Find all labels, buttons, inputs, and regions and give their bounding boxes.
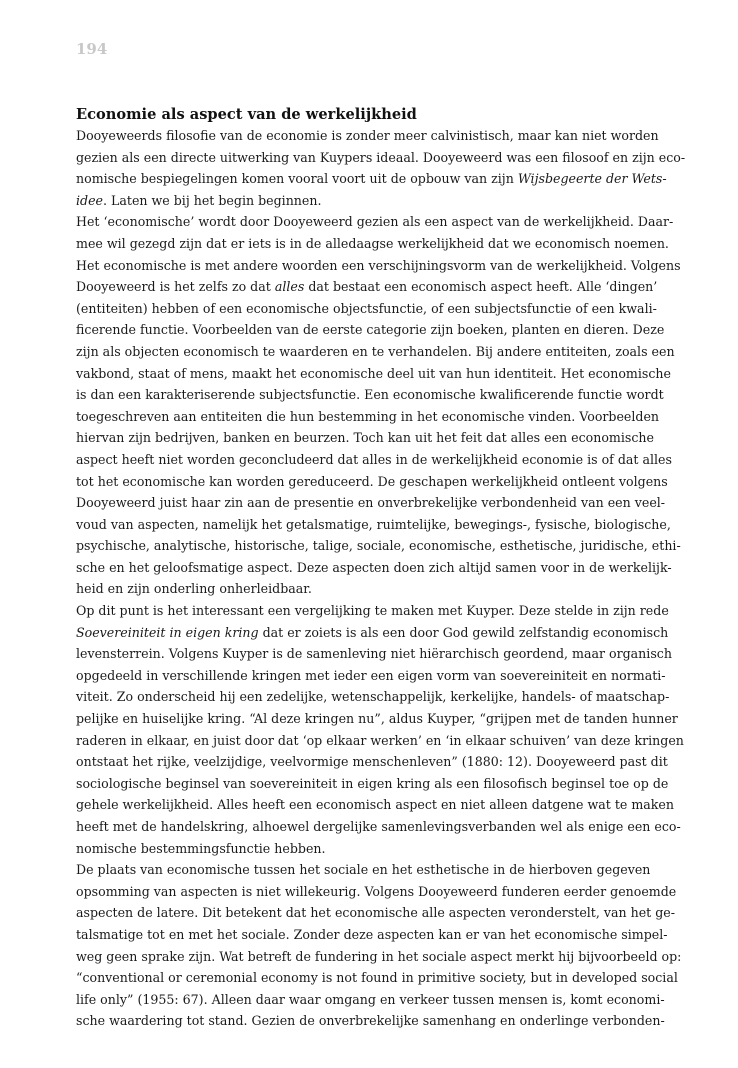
- text-segment: Het economische is met andere woorden een verschijningsvorm van de werkelijkheid. Volgens: [76, 257, 681, 273]
- text-segment: sociologische beginsel van soevereiniteit in eigen kring als een filosofisch beginsel toe op de: [76, 775, 669, 791]
- text-line: [76, 622, 669, 644]
- text-segment: heid en zijn onderling onherleidbaar.: [76, 581, 312, 597]
- text-segment: gehele werkelijkheid. Alles heeft een economisch aspect en niet alleen datgene wat te maken: [76, 797, 675, 813]
- text-line: [76, 471, 668, 493]
- text-segment: sche en het geloofsmatige aspect. Deze aspecten doen zich altijd samen voor in de werkelijk-: [76, 559, 672, 575]
- text-segment: De plaats van economische tussen het sociale en het esthetische in de hierboven gegeven: [76, 862, 651, 878]
- text-segment: raderen in elkaar, en juist door dat ‘op elkaar werken’ en ‘in elkaar schuiven’ van deze kringen: [76, 732, 684, 748]
- paragraph: [76, 859, 682, 1032]
- text-line: [76, 514, 671, 536]
- text-line: [76, 363, 671, 385]
- text-segment: toegeschreven aan entiteiten die hun bestemming in het economische vinden. Voorbeelden: [76, 408, 660, 424]
- text-segment: (entiteiten) hebben of een economische objectsfunctie, of een subjectsfunctie of een kwali-: [76, 300, 657, 316]
- text-line: [76, 989, 665, 1011]
- text-line: [76, 298, 657, 320]
- text-line: [76, 406, 660, 428]
- text-segment: . Laten we bij het begin beginnen.: [103, 192, 322, 208]
- text-segment: Dooyeweerd juist haar zin aan de presentie en onverbrekelijke verbondenheid van een veel-: [76, 495, 666, 511]
- text-line: [76, 557, 672, 579]
- text-line: [76, 773, 669, 795]
- text-segment: aspecten de latere. Dit betekent dat het economische alle aspecten veronderstelt, van het ge-: [76, 905, 675, 921]
- text-segment: voud van aspecten, namelijk het getalsmatige, ruimtelijke, bewegings-, fysische, biologische,: [76, 516, 671, 532]
- italic-text: Wijsbegeerte der Wets-: [517, 171, 667, 187]
- italic-text: Soevereiniteit in eigen kring: [76, 624, 259, 640]
- italic-text: alles: [274, 279, 305, 295]
- text-segment: dat bestaat een economisch aspect heeft. Alle ‘dingen’: [304, 279, 658, 295]
- text-line: [76, 341, 675, 363]
- text-line: [76, 384, 664, 406]
- text-segment: zijn als objecten economisch te waarderen en te verhandelen. Bij andere entiteiten, zoals een: [76, 343, 675, 359]
- text-segment: dat er zoiets is als een door God gewild zelfstandig economisch: [258, 624, 669, 640]
- text-line: [76, 838, 630, 860]
- text-line: [76, 643, 672, 665]
- text-line: [76, 794, 675, 816]
- text-line: [76, 449, 672, 471]
- paragraph: [76, 600, 684, 859]
- text-segment: Dooyeweerd is het zelfs zo dat: [76, 279, 275, 295]
- text-segment: nomische bespiegelingen komen vooral voort uit de opbouw van zijn: [76, 171, 518, 187]
- text-line: [76, 168, 667, 190]
- paragraph: [76, 125, 686, 211]
- text-line: [76, 211, 674, 233]
- text-line: [76, 686, 670, 708]
- text-segment: aspect heeft niet worden geconcludeerd dat alles in de werkelijkheid economie is of dat alles: [76, 451, 672, 467]
- text-line: [76, 190, 630, 212]
- text-line: [76, 255, 681, 277]
- body-text: [76, 125, 686, 1032]
- text-segment: Op dit punt is het interessant een vergelijking te maken met Kuyper. Deze stelde in zijn rede: [76, 603, 669, 619]
- text-line: [76, 859, 651, 881]
- text-line: [76, 1010, 665, 1032]
- text-segment: Het ‘economische’ wordt door Dooyeweerd gezien als een aspect van de werkelijkheid. Daar-: [76, 214, 674, 230]
- text-segment: nomische bestemmingsfunctie hebben.: [76, 840, 326, 856]
- text-line: [76, 492, 666, 514]
- text-line: [76, 578, 630, 600]
- page-number: 194: [76, 40, 108, 58]
- text-segment: opgedeeld in verschillende kringen met ieder een eigen vorm van soevereiniteit en normati-: [76, 667, 666, 683]
- text-line: [76, 125, 659, 147]
- text-segment: vakbond, staat of mens, maakt het economische deel uit van hun identiteit. Het economische: [76, 365, 671, 381]
- text-segment: gezien als een directe uitwerking van Kuypers ideaal. Dooyeweerd was een filosoof en zijn eco-: [76, 149, 686, 165]
- text-line: [76, 319, 665, 341]
- text-line: [76, 881, 677, 903]
- paragraph: [76, 211, 681, 600]
- text-line: [76, 924, 668, 946]
- text-line: [76, 535, 681, 557]
- text-segment: psychische, analytische, historische, talige, sociale, economische, esthetische, juridische, ethi-: [76, 538, 681, 554]
- text-segment: ontstaat het rijke, veelzijdige, veelvormige menschenleven” (1880: 12). Dooyeweerd past dit: [76, 754, 668, 770]
- text-line: [76, 665, 666, 687]
- text-line: [76, 233, 669, 255]
- text-segment: weg geen sprake zijn. Wat betreft de fundering in het sociale aspect merkt hij bijvoorbeeld op:: [76, 948, 682, 964]
- section-heading: Economie als aspect van de werkelijkheid: [76, 106, 417, 123]
- text-line: [76, 427, 654, 449]
- text-segment: opsomming van aspecten is niet willekeurig. Volgens Dooyeweerd funderen eerder genoemde: [76, 883, 677, 899]
- text-segment: “conventional or ceremonial economy is not found in primitive society, but in developed social: [76, 970, 678, 986]
- text-segment: ficerende functie. Voorbeelden van de eerste categorie zijn boeken, planten en dieren. Deze: [76, 322, 665, 338]
- text-line: [76, 276, 658, 298]
- text-line: [76, 946, 682, 968]
- text-segment: talsmatige tot en met het sociale. Zonder deze aspecten kan er van het economische simpel-: [76, 926, 668, 942]
- text-line: [76, 600, 669, 622]
- text-line: [76, 730, 684, 752]
- italic-text: idee: [76, 192, 103, 208]
- text-segment: tot het economische kan worden gereduceerd. De geschapen werkelijkheid ontleent volgens: [76, 473, 668, 489]
- text-line: [76, 967, 678, 989]
- text-line: [76, 147, 686, 169]
- text-segment: pelijke en huiselijke kring. “Al deze kringen nu”, aldus Kuyper, “grijpen met de tanden hunner: [76, 711, 678, 727]
- text-segment: heeft met de handelskring, alhoewel dergelijke samenlevingsverbanden wel als enige een eco-: [76, 819, 681, 834]
- text-segment: life only” (1955: 67). Alleen daar waar omgang en verkeer tussen mensen is, komt economi-: [76, 991, 665, 1007]
- text-segment: is dan een karakteriserende subjectsfunctie. Een economische kwalificerende functie wordt: [76, 387, 664, 403]
- text-segment: hiervan zijn bedrijven, banken en beurzen. Toch kan uit het feit dat alles een economische: [76, 430, 654, 446]
- text-line: [76, 816, 681, 838]
- text-line: [76, 751, 668, 773]
- text-segment: sche waardering tot stand. Gezien de onverbrekelijke samenhang en onderlinge verbonden-: [76, 1013, 665, 1029]
- text-segment: Dooyeweerds filosofie van de economie is zonder meer calvinistisch, maar kan niet worden: [76, 128, 659, 143]
- main-content: [76, 104, 686, 1032]
- text-segment: levensterrein. Volgens Kuyper is de samenleving niet hiërarchisch geordend, maar organisch: [76, 646, 672, 662]
- text-line: [76, 708, 678, 730]
- text-segment: viteit. Zo onderscheid hij een zedelijke, wetenschappelijk, kerkelijke, handels- of maatschap-: [76, 689, 670, 705]
- text-segment: mee wil gezegd zijn dat er iets is in de alledaagse werkelijkheid dat we economisch noemen.: [76, 235, 669, 251]
- text-line: [76, 902, 675, 924]
